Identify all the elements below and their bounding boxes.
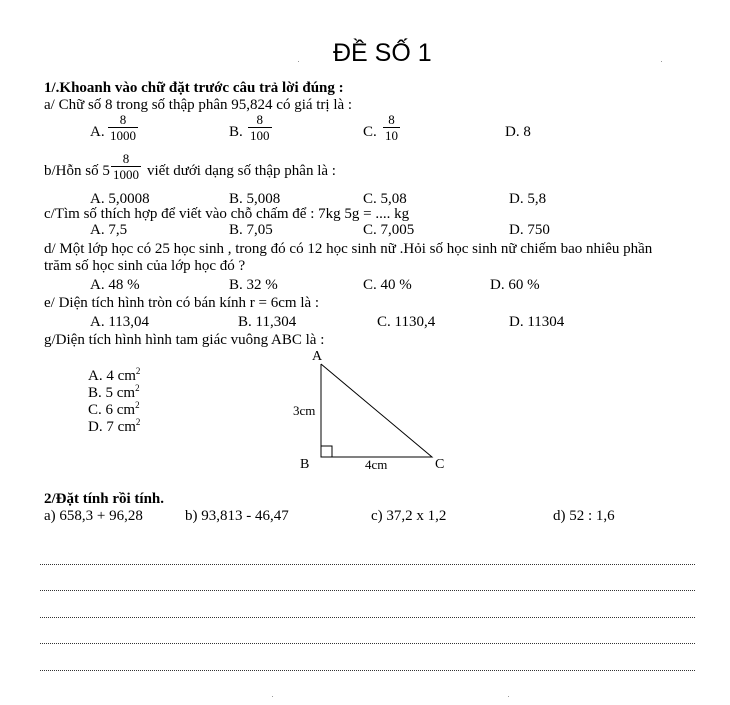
option-g-D [88, 419, 140, 436]
answer-line [40, 590, 695, 591]
vertex-label-b: B [300, 457, 310, 472]
option-e-D: D. 11304 [509, 314, 565, 330]
question-b-suffix: viết dưới dạng số thập phân là : [147, 163, 336, 179]
option-d-B: B. 32 % [229, 277, 278, 293]
vertex-label-a: A [312, 349, 323, 364]
option-e-C: C. 1130,4 [377, 314, 436, 330]
option-c-A: A. 7,5 [90, 222, 128, 238]
question-c: c/Tìm số thích hợp để viết vào chỗ chấm để : 7kg 5g = .... kg [44, 206, 410, 222]
fraction-numerator: 8 [122, 151, 130, 166]
option-b-D: D. 5,8 [509, 191, 547, 207]
option-g-A-text: A. 4 cm [88, 368, 136, 384]
scan-speck [298, 61, 299, 62]
option-e-A: A. 113,04 [90, 314, 150, 330]
option-b-B: B. 5,008 [229, 191, 281, 207]
side-label-ab: 3cm [293, 403, 316, 418]
answer-line [40, 564, 695, 565]
scan-speck [508, 696, 509, 697]
exercise-b: b) 93,813 - 46,47 [185, 508, 289, 524]
squared-exponent: 2 [135, 417, 141, 427]
exercise-c: c) 37,2 x 1,2 [371, 508, 447, 524]
fraction-denominator: 100 [250, 128, 270, 143]
page-title: ĐỀ SỐ 1 [333, 39, 432, 67]
question-e: e/ Diện tích hình tròn có bán kính r = 6cm là : [44, 295, 320, 311]
answer-line [40, 617, 695, 618]
fraction-denominator: 10 [385, 128, 398, 143]
section2-heading: 2/Đặt tính rồi tính. [44, 491, 165, 507]
fraction-denominator: 1000 [113, 167, 139, 182]
option-c-C: C. 7,005 [363, 222, 415, 238]
option-g-C-text: C. 6 cm [88, 402, 136, 418]
question-b-fraction [111, 152, 141, 182]
question-a: a/ Chữ số 8 trong số thập phân 95,824 có giá trị là : [44, 97, 353, 113]
option-c-D: D. 750 [509, 222, 550, 238]
option-b-A: A. 5,0008 [90, 191, 150, 207]
answer-line [40, 670, 695, 671]
section1-heading: 1/.Khoanh vào chữ đặt trước câu trả lời đúng : [44, 80, 344, 96]
option-g-B-text: B. 5 cm [88, 385, 136, 401]
option-a-D: D. 8 [505, 124, 531, 140]
squared-exponent: 2 [135, 400, 140, 410]
fraction-numerator: 8 [256, 112, 263, 127]
scan-speck [272, 696, 273, 697]
option-a-A-fraction [108, 113, 138, 143]
option-d-D: D. 60 % [490, 277, 540, 293]
option-d-C: C. 40 % [363, 277, 412, 293]
question-d-line1: d/ Một lớp học có 25 học sinh , trong đó có 12 học sinh nữ .Hỏi số học sinh nữ chiếm bao nhiêu phần [44, 241, 653, 257]
option-g-B [88, 385, 140, 402]
side-label-bc: 4cm [365, 457, 388, 472]
question-d-line2: trăm số học sinh của lớp học đó ? [44, 258, 246, 274]
option-g-D-text: D. 7 cm [88, 419, 136, 435]
fraction-numerator: 8 [119, 112, 127, 127]
scan-speck [661, 61, 662, 62]
option-g-A [88, 368, 140, 385]
squared-exponent: 2 [135, 366, 141, 376]
squared-exponent: 2 [135, 383, 140, 393]
question-b-prefix: b/Hỗn số 5 [44, 163, 110, 179]
option-d-A: A. 48 % [90, 277, 140, 293]
option-a-A-label: A. [90, 124, 105, 140]
option-a-B-fraction [248, 113, 272, 143]
exercise-d: d) 52 : 1,6 [553, 508, 615, 524]
triangle-outline [321, 364, 432, 457]
option-a-C-label: C. [363, 124, 377, 140]
option-a-B-label: B. [229, 124, 243, 140]
option-a-C-fraction [383, 113, 400, 143]
fraction-denominator: 1000 [110, 128, 136, 143]
exercise-a: a) 658,3 + 96,28 [44, 508, 143, 524]
answer-line [40, 643, 695, 644]
option-e-B: B. 11,304 [238, 314, 297, 330]
option-c-B: B. 7,05 [229, 222, 273, 238]
vertex-label-c: C [435, 457, 445, 472]
option-b-C: C. 5,08 [363, 191, 407, 207]
option-g-C [88, 402, 140, 419]
question-g: g/Diện tích hình hình tam giác vuông ABC là : [44, 332, 325, 348]
fraction-numerator: 8 [388, 112, 395, 127]
right-angle-marker [321, 446, 332, 457]
